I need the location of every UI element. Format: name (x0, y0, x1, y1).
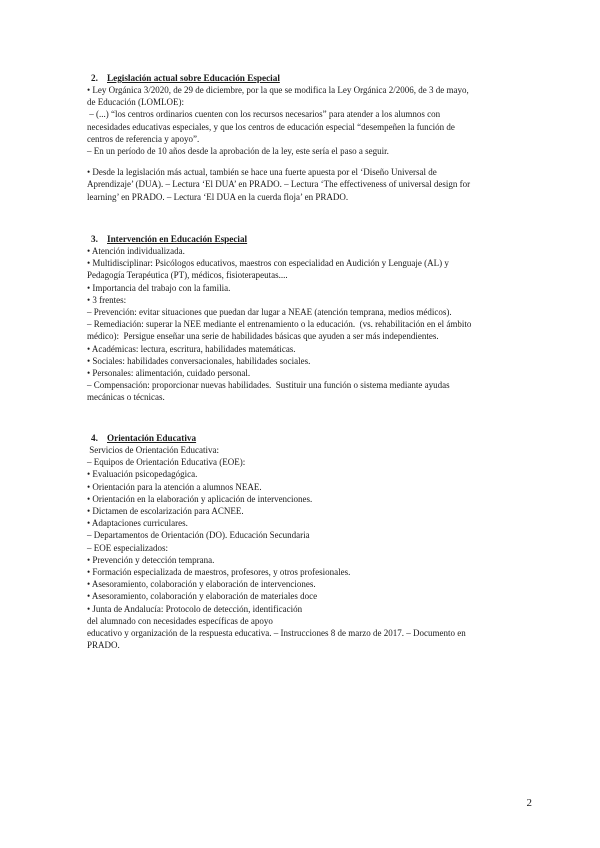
section-number: 3. (91, 234, 98, 244)
text-line: – Compensación: proporcionar nuevas habilidades. Sustituir una función o sistema mediante ayudas (87, 380, 450, 391)
section-title: Legislación actual sobre Educación Especial (107, 73, 280, 83)
text-line: learning’ en PRADO. – Lectura ‘El DUA en la cuerda floja’ en PRADO. (87, 191, 349, 202)
section-intervencion (87, 233, 527, 404)
text-line: • Adaptaciones curriculares. (87, 518, 188, 529)
text-line: – En un período de 10 años desde la aprobación de la ley, este sería el paso a seguir. (87, 146, 389, 157)
text-line: • Importancia del trabajo con la familia. (87, 282, 231, 293)
section-number: 4. (91, 433, 98, 443)
text-line: • Junta de Andalucía: Protocolo de detección, identificación (87, 603, 303, 614)
text-line: médico): Persigue enseñar una serie de habilidades básicas que ayuden a ser más independientes. (87, 331, 439, 342)
page-number: 2 (526, 797, 532, 809)
text-line: • Dictamen de escolarización para ACNEE. (87, 506, 244, 517)
section-body (87, 84, 527, 203)
text-line: del alumnado con necesidades específicas de apoyo (87, 615, 273, 626)
section-title: Intervención en Educación Especial (107, 234, 248, 244)
text-line: Servicios de Orientación Educativa: (87, 445, 219, 455)
section-body (87, 245, 527, 404)
section-body (87, 444, 527, 651)
section-heading (87, 432, 527, 444)
text-line: • Evaluación psicopedagógica. (87, 469, 198, 480)
text-line: • Personales: alimentación, cuidado personal. (87, 368, 251, 379)
section-legislacion (87, 72, 527, 203)
text-line: – Prevención: evitar situaciones que puedan dar lugar a NEAE (atención temprana, medios médicos). (87, 307, 452, 318)
text-line: necesidades educativas especiales, y que los centros de educación especial “desempeñen la función de (87, 121, 455, 132)
text-line: • Asesoramiento, colaboración y elaboración de materiales doce (87, 591, 318, 602)
text-line: – Remediación: superar la NEE mediante el entrenamiento o la educación. (vs. rehabilitación en el ámbito (87, 319, 472, 330)
text-line: • Sociales: habilidades conversacionales, habilidades sociales. (87, 355, 311, 366)
text-line: – Departamentos de Orientación (DO). Educación Secundaria (87, 530, 310, 541)
text-line: de Educación (LOMLOE): (87, 97, 184, 108)
text-line: • Formación especializada de maestros, profesores, y otros profesionales. (87, 567, 351, 578)
text-line: • Prevención y detección temprana. (87, 554, 215, 565)
section-heading (87, 72, 527, 84)
text-line: • Académicas: lectura, escritura, habilidades matemáticas. (87, 343, 296, 354)
text-line: educativo y organización de la respuesta educativa. – Instrucciones 8 de marzo de 2017. – Documento en (87, 628, 466, 639)
text-line: – (...) “los centros ordinarios cuenten con los recursos necesarios” para atender a los alumnos con (87, 109, 441, 120)
text-line: Pedagogía Terapéutica (PT), médicos, fisioterapeutas.... (87, 270, 288, 281)
text-line: – Equipos de Orientación Educativa (EOE): (87, 457, 246, 468)
text-line: • Atención individualizada. (87, 246, 185, 256)
text-line: • Orientación para la atención a alumnos NEAE. (87, 481, 262, 492)
text-line: Aprendizaje’ (DUA). – Lectura ‘El DUA’ en PRADO. – Lectura ‘The effectiveness of universal design for (87, 179, 471, 190)
section-orientacion (87, 432, 527, 651)
text-line: • Orientación en la elaboración y aplicación de intervenciones. (87, 493, 313, 504)
text-line: mecánicas o técnicas. (87, 392, 165, 403)
text-line: • Asesoramiento, colaboración y elaboración de intervenciones. (87, 579, 316, 590)
text-line: – EOE especializados: (87, 542, 168, 553)
section-heading (87, 233, 527, 245)
text-line: centros de referencia y apoyo”. (87, 133, 200, 144)
text-line: • Multidisciplinar: Psicólogos educativos, maestros con especialidad en Audición y Lenguaje (AL) y (87, 258, 449, 269)
section-number: 2. (91, 73, 98, 83)
text-line: • Ley Orgánica 3/2020, de 29 de diciembre, por la que se modifica la Ley Orgánica 2/2006, de 3 de mayo, (87, 85, 469, 95)
paragraph-gap (87, 157, 527, 166)
text-line: PRADO. (87, 640, 120, 651)
text-line: • Desde la legislación más actual, también se hace una fuerte apuesta por el ‘Diseño Universal de (87, 167, 437, 178)
section-title: Orientación Educativa (107, 433, 197, 443)
text-line: • 3 frentes: (87, 294, 127, 305)
